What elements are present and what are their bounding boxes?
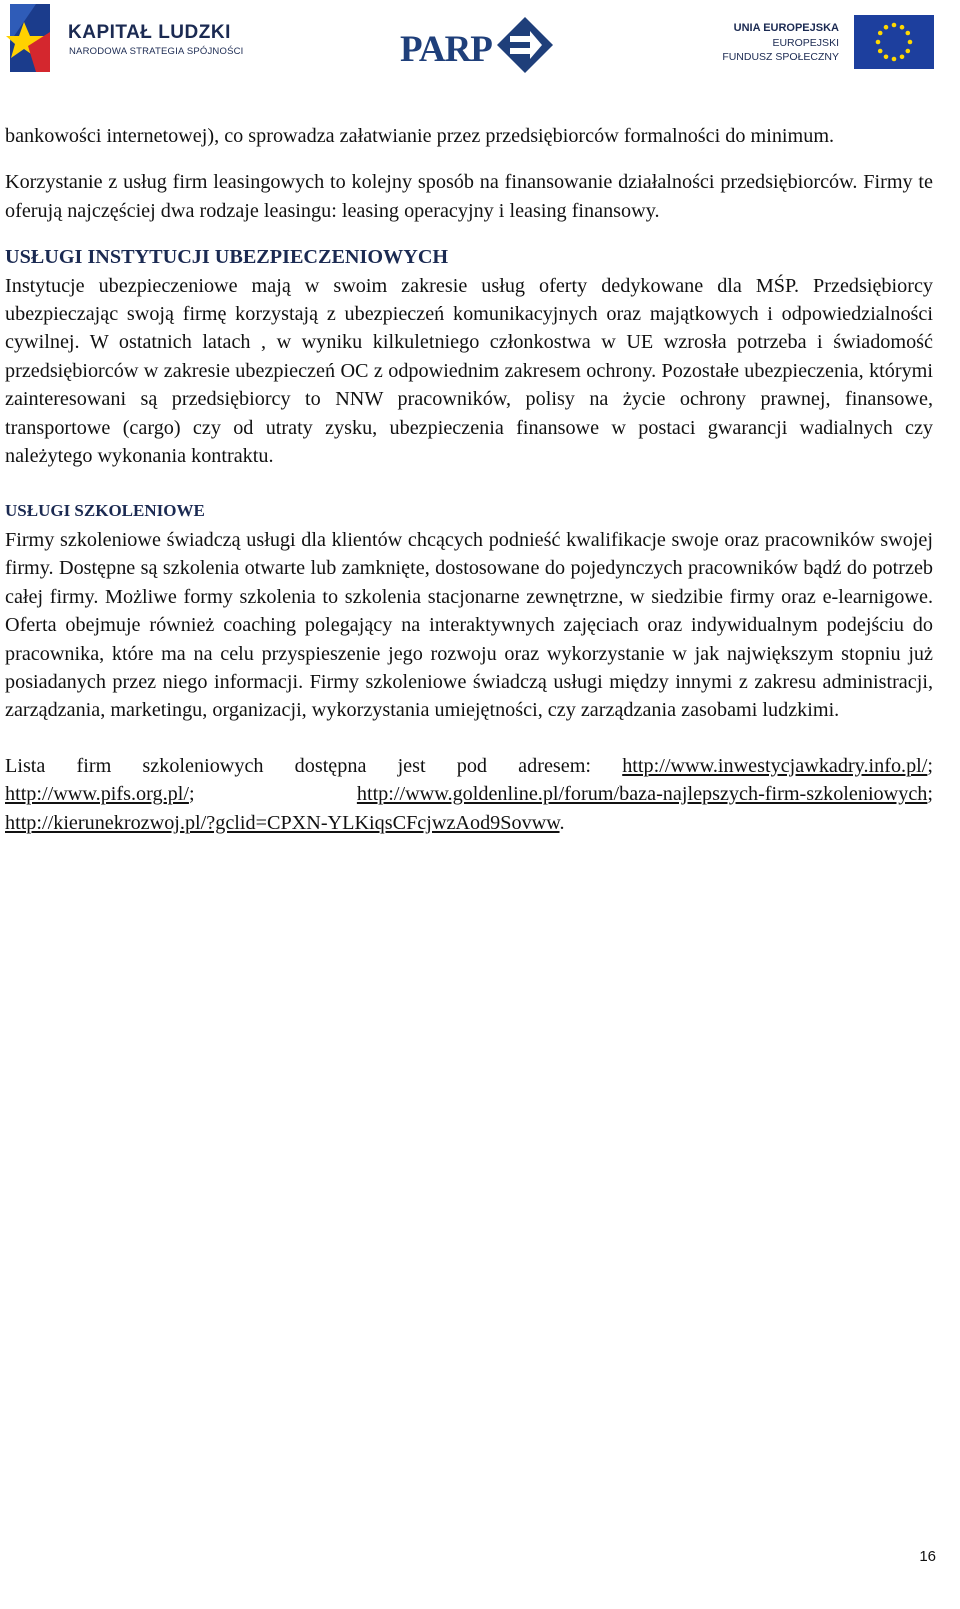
parp-name: PARP xyxy=(400,29,492,70)
links-intro: Lista firm szkoleniowych dostępna jest pod adresem: xyxy=(5,754,623,777)
link-kierunekrozwoj[interactable]: http://kierunekrozwoj.pl/?gclid=CPXN-YLKiqsCFcjwzAod9Sovww xyxy=(5,811,560,834)
link-inwestycjawkadry[interactable]: http://www.inwestycjawkadry.info.pl/ xyxy=(622,754,928,777)
eu-flag-icon xyxy=(854,15,934,69)
paragraph-leasing: Korzystanie z usług firm leasingowych to kolejny sposób na finansowanie działalności przedsiębiorców. Firmy te oferują najczęściej dwa rodzaje leasingu: leasing operacyjny i leasing finansowy. xyxy=(5,171,933,222)
page-number: 16 xyxy=(919,1548,936,1565)
eu-name: UNIA EUROPEJSKA xyxy=(733,22,839,34)
kapital-ludzki-subtitle: NARODOWA STRATEGIA SPÓJNOŚCI xyxy=(69,46,244,57)
kapital-ludzki-name: KAPITAŁ LUDZKI xyxy=(68,22,231,43)
paragraph-insurance: Instytucje ubezpieczeniowe mają w swoim zakresie usług oferty dedykowane dla MŚP. Przedsiębiorcy ubezpieczając swoją firmę korzystają z ubezpieczeń komunikacyjnych oraz majątkowych i odpowiedzialności cywilnej. W ostatnich latach , w wyniku kilkuletniego członkostwa w UE wzrosła potrzeba i świadomość przedsiębiorców w zakresie ubezpieczeń OC z odpowiednim zakresem ochrony. Pozostałe ubezpieczenia, którymi zainteresowani są przedsiębiorcy to NNW pracowników, polisy na życie ochrony prawnej, finansowe, transportowe (cargo) czy od utraty zysku, ubezpieczenia finansowe w postaci gwarancji wadialnych czy należytego wykonania kontraktu. xyxy=(5,274,933,468)
link-goldenline[interactable]: http://www.goldenline.pl/forum/baza-najlepszych-firm-szkoleniowych xyxy=(356,783,928,806)
eu-fund-line1: EUROPEJSKI xyxy=(772,37,839,49)
eu-logo xyxy=(724,12,934,72)
eu-fund-line2: FUNDUSZ SPOŁECZNY xyxy=(722,51,839,63)
kapital-ludzki-emblem-icon xyxy=(6,2,62,74)
document-body xyxy=(5,122,933,837)
paragraph-banking: bankowości internetowej), co sprowadza załatwianie przez przedsiębiorców formalności do minimum. xyxy=(5,125,835,147)
paragraph-links: Lista firm szkoleniowych dostępna jest pod adresem: http://www.inwestycjawkadry.info.pl/; http://www.pifs.org.pl/; http://www.goldenline.pl/forum/baza-najlepszych-firm-szkoleniowych; http://kierunekrozwoj.pl/?gclid=CPXN-YLKiqsCFcjwzAod9Sovww. xyxy=(5,754,933,834)
parp-diamond-icon xyxy=(496,16,554,74)
paragraph-training: Firmy szkoleniowe świadczą usługi dla klientów chcących podnieść kwalifikacje swoje oraz pracowników swojej firmy. Dostępne są szkolenia otwarte lub zamknięte, dostosowane do pojedynczych pracowników bądź do potrzeb całej firmy. Możliwe formy szkolenia to szkolenia stacjonarne zewnętrzne, w siedzibie firmy oraz e-learnigowe. Oferta obejmuje również coaching polegający na interaktywnych zajęciach oraz indywidualnym podejściu do pracownika, które ma na celu przyspieszenie jego rozwoju oraz wykorzystanie w jak największym stopniu już posiadanych przez niego informacji. Firmy szkoleniowe świadczą usługi między innymi z zakresu administracji, zarządzania, marketingu, organizacji, wykorzystania umiejętności, czy zarządzania zasobami ludzkimi. xyxy=(5,528,933,722)
parp-logo xyxy=(400,12,560,74)
heading-insurance: USŁUGI INSTYTUCJI UBEZPIECZENIOWYCH xyxy=(5,246,449,269)
link-pifs[interactable]: http://www.pifs.org.pl/ xyxy=(5,783,189,806)
heading-training: USŁUGI SZKOLENIOWE xyxy=(5,501,205,521)
kapital-ludzki-logo xyxy=(6,2,256,76)
page-header xyxy=(0,0,960,80)
